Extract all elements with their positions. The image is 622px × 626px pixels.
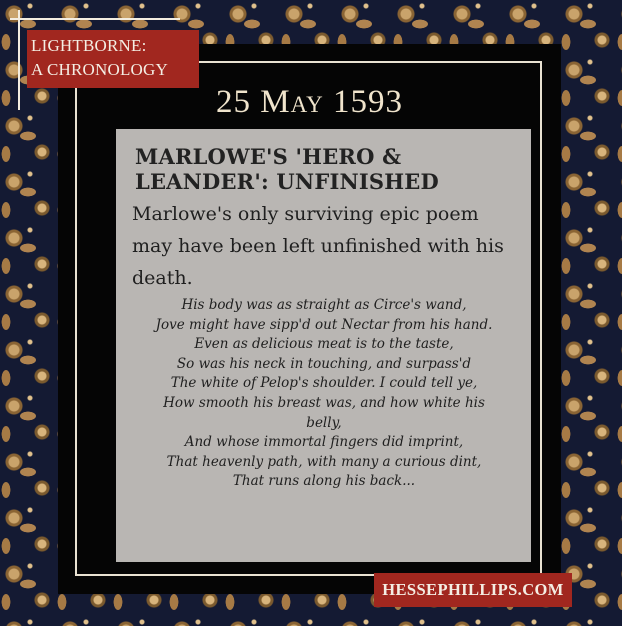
poem-line: Even as delicious meat is to the taste, [194, 336, 454, 353]
poem-line: How smooth his breast was, and how white his [163, 394, 485, 411]
poem-line: belly, [306, 414, 342, 431]
poem-line: That heavenly path, with many a curious dint, [166, 453, 482, 470]
summary-text: Marlowe's only surviving epic poem may have been left unfinished with his death. [132, 203, 504, 289]
corner-line-horizontal [10, 18, 180, 20]
poem-line: His body was as straight as Circe's wand, [181, 297, 467, 313]
poem-excerpt [120, 296, 528, 492]
site-label: HESSEPHILLIPS.COM [374, 573, 572, 607]
headline: MARLOWE'S 'HERO & LEANDER': UNFINISHED [135, 144, 439, 194]
series-label-line-1: LIGHTBORNE: [31, 36, 147, 55]
corner-line-vertical [18, 10, 20, 110]
poem-line: That runs along his back... [232, 473, 416, 490]
poem-line: So was his neck in touching, and surpass'd [176, 355, 472, 372]
poem-line: And whose immortal fingers did imprint, [184, 434, 464, 451]
poem-line: The white of Pelop's shoulder. I could tell ye, [170, 375, 478, 392]
poem-line: Jove might have sipp'd out Nectar from his hand. [155, 316, 493, 333]
date-heading: 25 May 1593 [216, 84, 403, 120]
series-label [27, 30, 199, 88]
series-label-line-2: A CHRONOLOGY [31, 60, 168, 79]
